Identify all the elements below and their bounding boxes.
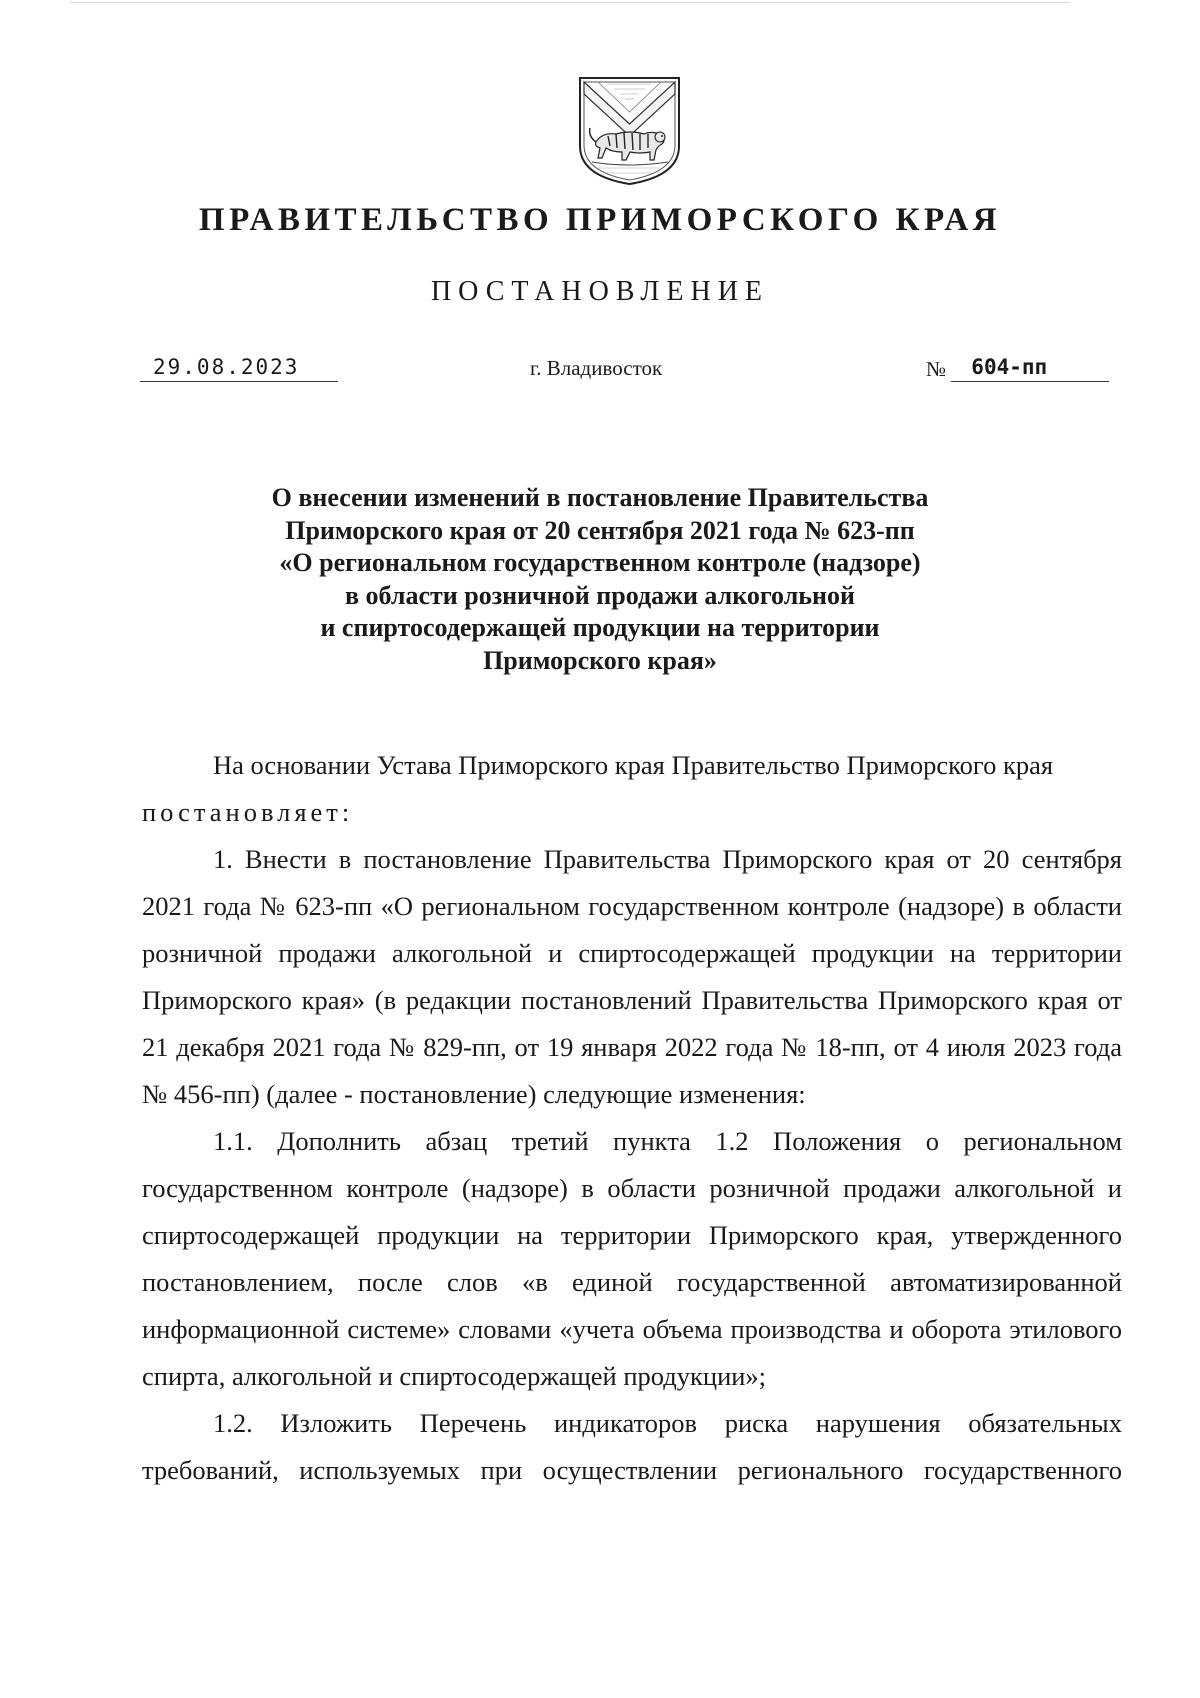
heading-line: в области розничной продажи алкогольной: [344, 580, 855, 610]
document-number-block: [926, 355, 1109, 382]
item-1-1-paragraph: 1.1. Дополнить абзац третий пункта 1.2 Положения о региональном государственном контроле (надзоре) в области розничной продажи алкогольной и спиртосодержащей продукции на территории Приморского края, утвержденного постановлением, после слов «в единой государственной автоматизированной информационной системе» словами «учета объема производства и оборота этилового спирта, алкогольной и спиртосодержащей продукции»;: [142, 1126, 1122, 1391]
preamble-paragraph: На основании Устава Приморского края Правительство Приморского края: [213, 750, 1054, 780]
item-1-2-paragraph: 1.2. Изложить Перечень индикаторов риска нарушения обязательных требований, используемых при осуществлении регионального государственного: [142, 1408, 1122, 1485]
document-body: [142, 742, 1122, 1494]
number-sign: №: [926, 357, 947, 381]
scan-edge-line: [70, 2, 1070, 3]
government-title: ПРАВИТЕЛЬСТВО ПРИМОРСКОГО КРАЯ: [198, 202, 1002, 238]
coat-of-arms-icon: [578, 76, 681, 186]
document-city: г. Владивосток: [530, 356, 663, 380]
heading-line: и спиртосодержащей продукции на территории: [320, 613, 880, 642]
heading-line: Приморского края»: [483, 645, 717, 675]
item-1-paragraph: 1. Внести в постановление Правительства Приморского края от 20 сентября 2021 года № 623-пп «О региональном государственном контроле (надзоре) в области розничной продажи алкогольной и спиртосодержащей продукции на территории Приморского края» (в редакции постановлений Правительства Приморского края от 21 декабря 2021 года № 829-пп, от 19 января 2022 года № 18-пп, от 4 июля 2023 года № 456-пп) (далее - постановление) следующие изменения:: [142, 844, 1122, 1109]
heading-line: О внесении изменений в постановление Правительства: [271, 483, 929, 512]
document-date: 29.08.2023: [140, 355, 338, 382]
resolves-line: постановляет:: [142, 797, 354, 827]
document-heading: [200, 482, 1000, 677]
document-number: 604-пп: [951, 355, 1109, 382]
heading-line: «О региональном государственном контроле (надзоре): [279, 548, 921, 577]
document-type: ПОСТАНОВЛЕНИЕ: [430, 276, 770, 307]
heading-line: Приморского края от 20 сентября 2021 года № 623-пп: [285, 515, 915, 545]
